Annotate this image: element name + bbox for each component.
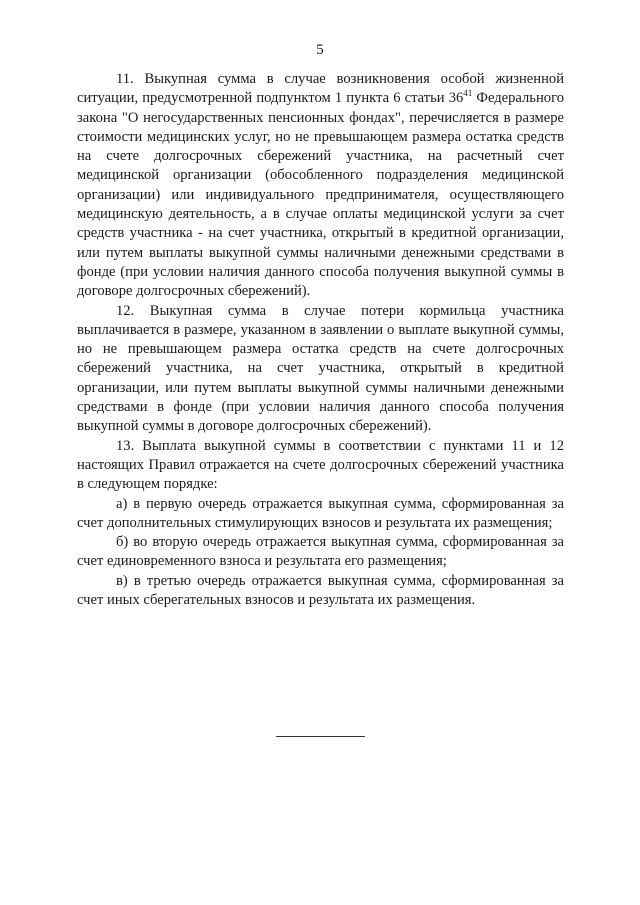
paragraph-11-text-continued: Федерального закона "О негосударственных пенсионных фондах", перечисляется в размере стоимости медицинских услуг, но не превышающем размера остатка средств на счете долгосрочных сбережений участника, на расчетный счет медицинской организации (обособленного подразделения медицинской организации) или индивидуального предпринимателя, осуществляющего медицинскую деятельность, а в случае оплаты медицинской услуги за счет средств участника - на счет участника, открытый в кредитной организации, или путем выплаты выкупной суммы наличными денежными средствами в фонде (при условии наличия данного способа получения выкупной суммы в договоре долгосрочных сбережений).: [77, 90, 564, 300]
paragraph-13: 13. Выплата выкупной суммы в соответствии с пунктами 11 и 12 настоящих Правил отражается на счете долгосрочных сбережений участника в следующем порядке:: [77, 437, 564, 493]
paragraph-12: 12. Выкупная сумма в случае потери кормильца участника выплачивается в размере, указанном в заявлении о выплате выкупной суммы, но не превышающем размера остатка средств на счете долгосрочных сбережений участника, на счет участника, открытый в кредитной организации, или путем выплаты выкупной суммы наличными денежными средствами в фонде (при условии наличия данного способа получения выкупной суммы в договоре долгосрочных сбережений).: [77, 302, 564, 435]
paragraph-11-text: 11. Выкупная сумма в случае возникновения особой жизненной ситуации, предусмотренной подпунктом 1 пункта 6 статьи 36: [77, 71, 564, 107]
page-number: 5: [316, 42, 324, 58]
paragraph-13-item-c: в) в третью очередь отражается выкупная сумма, сформированная за счет иных сберегательных взносов и результата их размещения.: [77, 572, 564, 609]
end-of-document-rule: [276, 736, 365, 737]
paragraph-11-superscript: 41: [463, 88, 473, 99]
document-body: [77, 70, 564, 610]
paragraph-13-item-a: а) в первую очередь отражается выкупная сумма, сформированная за счет дополнительных стимулирующих взносов и результата их размещения;: [77, 495, 564, 531]
paragraph-13-item-b: б) во вторую очередь отражается выкупная сумма, сформированная за счет единовременного взноса и результата его размещения;: [77, 534, 564, 570]
paragraph-11: [77, 70, 564, 302]
